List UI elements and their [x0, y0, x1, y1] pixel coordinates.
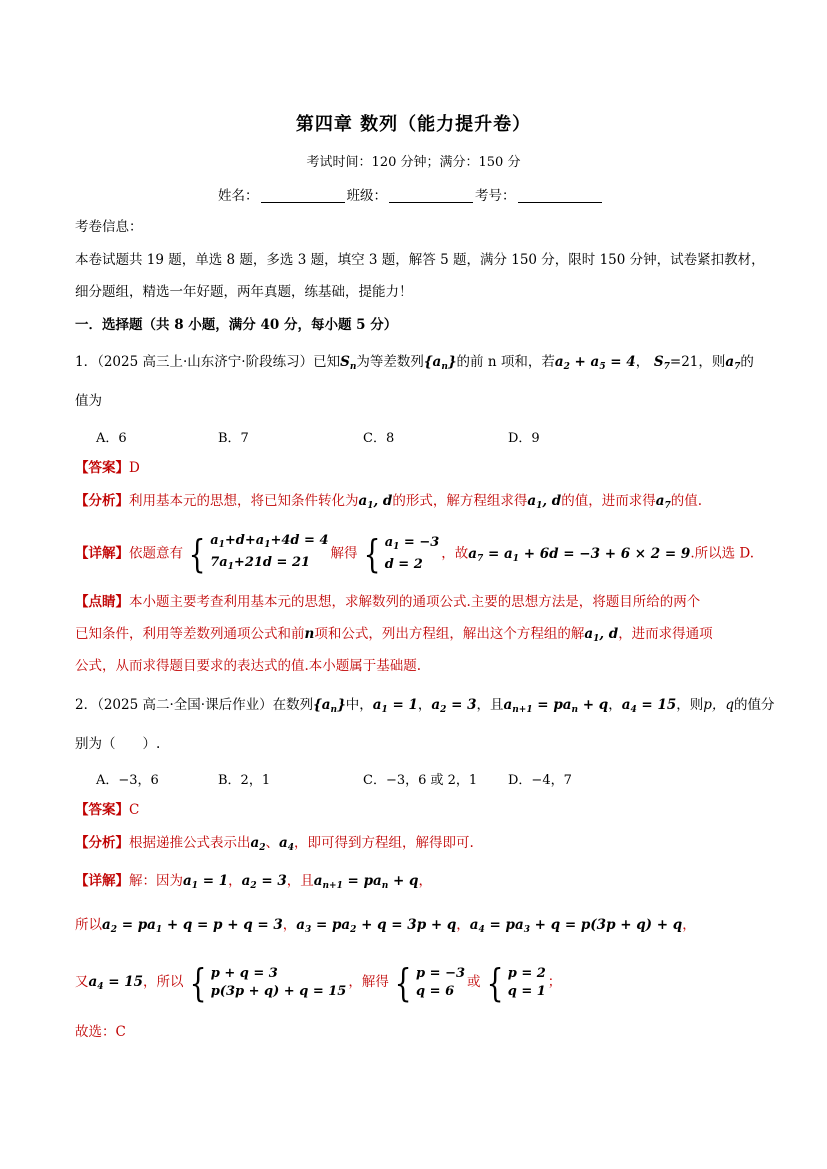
- section-heading: 一．选择题（共 8 小题，满分 40 分，每小题 5 分）: [75, 317, 398, 333]
- q1-comment-line-1: 【点睛】本小题主要考查利用基本元的思想，求解数列的通项公式.主要的思想方法是，将题目所给的两个: [75, 594, 701, 610]
- q2-stem-line-2: 别为（ ）.: [75, 736, 161, 752]
- q2-option-b[interactable]: B．2，1: [218, 773, 271, 788]
- exam-time: 考试时间：120 分钟；满分：150 分: [306, 155, 521, 170]
- q2-option-c[interactable]: C．−3，6 或 2，1: [363, 773, 478, 788]
- q1-system-1: { $a_1+d+a_1+4d = 4$ $7a_1+21d = 21$: [188, 532, 329, 576]
- q1-stem-line-1: 1．（2025 高三上·山东济宁·阶段练习）已知$S_n$为等差数列$\{a_n\}$的前 n 项和，若$a_2 + a_5 = 4$， $S_7=21$，则$a_7$的: [75, 354, 754, 372]
- q2-system-2: { p = −3 q = 6: [394, 960, 466, 1005]
- q1-option-c[interactable]: C．8: [363, 431, 395, 446]
- q2-stem-line-1: 2．（2025 高二·全国·课后作业）在数列$\{a_n\}$中，$a_1 = 1$，$a_2 = 3$，且$a_{n+1} = pa_n + q$，$a_4 = 15$，则p，q的值分: [75, 697, 775, 715]
- q2-detail-line-1: 【详解】解：因为$a_1 = 1$，$a_2 = 3$，且$a_{n+1} = pa_n + q$，: [75, 873, 432, 891]
- student-info: [218, 184, 604, 204]
- q1-option-a[interactable]: A．6: [96, 431, 127, 446]
- q1-comment-line-2: 已知条件，利用等差数列通项公式和前n项和公式，列出方程组，解出这个方程组的解$a_1$, d，进而求得通项: [75, 626, 713, 644]
- info-line-2: 细分题组，精选一年好题，两年真题，练基础，提能力！: [75, 284, 413, 300]
- q1-stem-line-2: 值为: [75, 393, 102, 409]
- info-line-1: 本卷试题共 19 题，单选 8 题，多选 3 题，填空 3 题，解答 5 题，满分 150 分，限时 150 分钟，试卷紧扣教材，: [75, 252, 765, 268]
- q1-detail: 【详解】依题意有 { $a_1+d+a_1+4d = 4$ $7a_1+21d = 21$ 解得 { $a_1 = -3$ d = 2 ，故$a_7 = a_1 + 6d = -3 + 6 \times 2 = 9$.所以选 D.: [75, 532, 755, 576]
- q2-answer: 【答案】C: [75, 802, 140, 818]
- number-label: 考号：: [475, 188, 516, 204]
- q1-system-2: { $a_1 = -3$ d = 2: [363, 532, 440, 576]
- q2-analysis: 【分析】根据递推公式表示出$a_2$、$a_4$，即可得到方程组，解得即可.: [75, 835, 474, 853]
- page-title: 第四章 数列（能力提升卷）: [295, 114, 532, 135]
- q1-option-b[interactable]: B．7: [218, 431, 249, 446]
- q2-system-3: { p = 2 q = 1: [486, 960, 546, 1005]
- q1-answer: 【答案】D: [75, 460, 140, 476]
- q1-comment-line-3: 公式，从而求得题目要求的表达式的值.本小题属于基础题.: [75, 658, 422, 674]
- q1-option-d[interactable]: D．9: [508, 431, 540, 446]
- q2-detail-line-2: 所以$a_2 = pa_1 + q = p + q = 3$，$a_3 = pa_2 + q = 3p + q$，$a_4 = pa_3 + q = p(3p + q) + q$，: [75, 917, 696, 935]
- q2-option-d[interactable]: D．−4，7: [508, 773, 572, 788]
- q1-analysis: 【分析】利用基本元的思想，将已知条件转化为$a_1$, d的形式，解方程组求得$a_1$, d的值，进而求得$a_7$的值.: [75, 493, 703, 511]
- q2-detail-line-3: 又$a_4 = 15$，所以 { p + q = 3 p(3p + q) + q = 15 ，解得 { p = −3 q = 6 或 { p = 2 q = 1 ；: [75, 960, 562, 1005]
- number-blank: [518, 188, 602, 203]
- info-heading: 考卷信息：: [75, 219, 143, 235]
- q2-system-1: { p + q = 3 p(3p + q) + q = 15: [189, 960, 347, 1005]
- name-blank: [261, 188, 345, 203]
- q2-option-a[interactable]: A．−3，6: [96, 773, 159, 788]
- class-label: 班级：: [346, 188, 387, 204]
- q2-choose: 故选：C: [75, 1024, 126, 1040]
- class-blank: [389, 188, 473, 203]
- name-label: 姓名：: [218, 188, 259, 204]
